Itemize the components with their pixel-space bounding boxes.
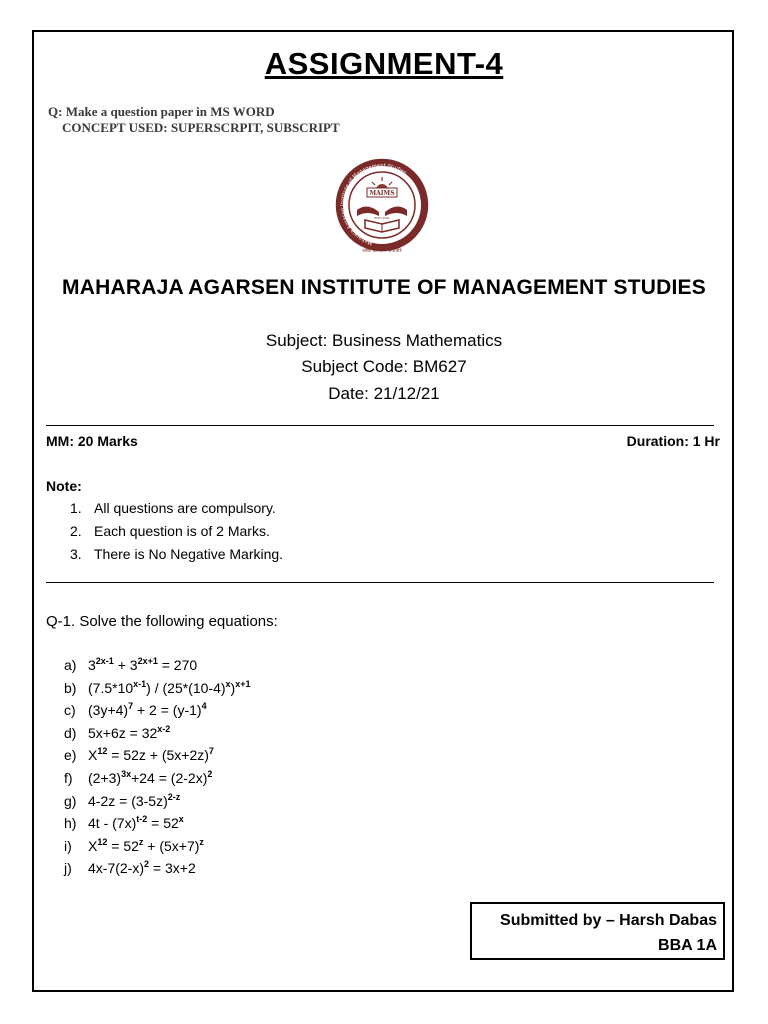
equation-text: + 3 (113, 657, 138, 673)
logo-initials: MAIMS (369, 190, 395, 198)
equation-text: 4x-7(2-x) (88, 860, 145, 877)
equation-text: +24 = (2-2x) (131, 770, 208, 786)
equation-label: i) (64, 837, 72, 854)
equation-item (64, 770, 212, 786)
equation-text: = 52 (107, 837, 139, 854)
equation-text: ) (230, 679, 236, 696)
institute-name: MAHARAJA AGARSEN INSTITUTE OF MANAGEMENT STUDIES (62, 276, 706, 299)
divider-bottom (46, 582, 714, 583)
concept-used: CONCEPT USED: SUPERSCRPIT, SUBSCRIPT (62, 120, 340, 135)
equation-label: e) (64, 747, 77, 764)
question-instruction: Q: Make a question paper in MS WORD (48, 104, 275, 119)
equation-exponent: z (199, 836, 204, 847)
equation-text: 5x+6z = 32 (88, 724, 158, 741)
note-item: 3. There is No Negative Marking. (70, 546, 284, 562)
equation-label: c) (64, 702, 76, 719)
equation-exponent: 12 (97, 836, 108, 847)
equation-label: d) (64, 724, 77, 741)
exam-date: Date: 21/12/21 (328, 384, 440, 403)
equation-exponent: 2x-1 (95, 656, 114, 666)
equation-item (64, 702, 207, 718)
equation-exponent: 2x+1 (137, 656, 158, 666)
equation-exponent: 2 (144, 859, 150, 870)
divider-top (46, 425, 714, 426)
equation-exponent: z (138, 836, 144, 847)
subject-code: Subject Code: BM627 (301, 357, 467, 376)
equation-exponent: t-2 (136, 814, 148, 825)
equation-text: X (88, 837, 98, 854)
equation-text: = 3x+2 (149, 860, 196, 877)
note-heading: Note: (46, 478, 82, 494)
note-item: 1. All questions are compulsory. (70, 500, 276, 516)
equation-item (64, 747, 214, 763)
equation-text: (7.5*10 (88, 679, 134, 696)
equation-label: h) (64, 815, 77, 832)
equation-text: = 270 (157, 657, 198, 673)
equation-text: (2+3) (88, 770, 122, 786)
equation-text: + 2 = (y-1) (133, 702, 202, 719)
equation-item (64, 657, 197, 673)
equation-exponent: 7 (208, 746, 214, 757)
equation-text: 4-2z = (3-5z) (88, 792, 168, 809)
equation-item (64, 725, 170, 741)
question-1-heading: Q-1. Solve the following equations: (46, 613, 278, 630)
institute-logo (327, 158, 437, 254)
logo-ring-text: Maharaja Agrasen Institute of Management Studies (340, 162, 408, 246)
equation-exponent: x (178, 814, 184, 825)
duration: Duration: 1 Hr (626, 433, 720, 449)
equation-exponent: 12 (97, 746, 108, 757)
max-marks: MM: 20 Marks (46, 433, 138, 449)
equation-label: f) (64, 770, 73, 786)
equation-item (64, 793, 180, 809)
equation-exponent: x (225, 678, 231, 689)
equation-exponent: x-1 (133, 678, 147, 689)
class-name: BBA 1A (658, 937, 717, 954)
equation-text: (3y+4) (88, 702, 129, 719)
equation-label: j) (64, 860, 72, 877)
equation-text: = 52z + (5x+2z) (107, 747, 209, 764)
subject-name: Subject: Business Mathematics (265, 331, 503, 350)
equation-text: + (5x+7) (143, 837, 200, 854)
equation-text: X (88, 747, 98, 764)
equation-label: a) (64, 657, 77, 673)
submission-box (470, 902, 725, 960)
equation-item (64, 838, 204, 854)
equation-exponent: 7 (128, 701, 134, 712)
equation-item (64, 815, 184, 831)
equation-exponent: x+1 (235, 678, 251, 689)
note-item: 2. Each question is of 2 Marks. (70, 523, 270, 539)
equation-exponent: 2-z (167, 791, 181, 802)
equation-exponent: 2 (207, 769, 213, 779)
logo-estd: ESTD 2001 (374, 216, 390, 220)
assignment-title: ASSIGNMENT-4 (264, 46, 504, 81)
logo-motto: लोक कल्याण सर्वोपरि (362, 248, 402, 254)
equation-text: 3 (88, 657, 96, 673)
equation-exponent: 3x (121, 769, 132, 779)
equation-text: = 52 (147, 815, 179, 832)
equation-exponent: 4 (201, 701, 207, 712)
equation-exponent: x-2 (157, 723, 171, 734)
equation-label: b) (64, 679, 77, 696)
equation-text: 4t - (7x) (88, 815, 137, 832)
equation-label: g) (64, 792, 77, 809)
equation-item (64, 680, 251, 696)
equation-text: ) / (25*(10-4) (146, 679, 226, 696)
submitted-by: Submitted by – Harsh Dabas (500, 912, 717, 929)
equation-item (64, 860, 196, 876)
